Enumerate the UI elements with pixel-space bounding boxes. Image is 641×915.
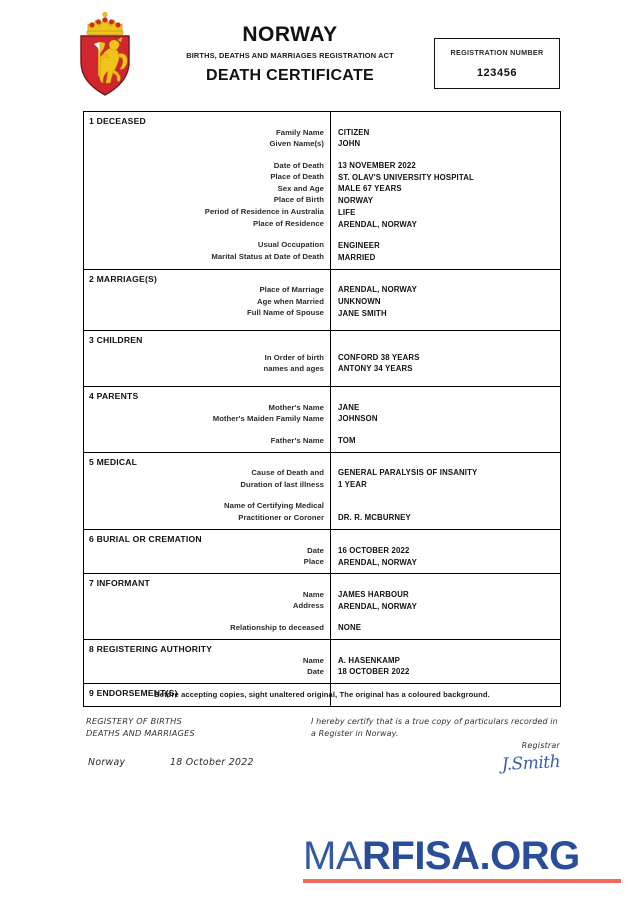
section-children-labels [84,331,331,386]
value-mothers-maiden-name: JOHNSON [338,414,378,424]
value-family-name: CITIZEN [338,127,370,137]
spacer [338,612,555,622]
value-cause-of-death: GENERAL PARALYSIS OF INSANITY [338,468,478,478]
issue-date: 18 October 2022 [170,757,254,768]
label-date-of-death: Date of Death [273,160,324,170]
label-marital-status: Marital Status at Date of Death [211,251,324,261]
copy-notice: Before accepting copies, sight unaltered original, The original has a coloured background. [154,690,490,699]
issue-place: Norway [88,757,126,768]
value-place-of-death: ST. OLAV'S UNIVERSITY HOSPITAL [338,172,474,182]
label-cause-of-death: Cause of Death and [251,468,324,478]
section-parents-values [331,387,560,452]
label-burial-date: Date [307,545,324,555]
section-burial-title: 6 BURIAL OR CREMATION [89,534,202,545]
registration-number-value: 123456 [476,67,518,79]
section-deceased-title: 1 DECEASED [89,116,146,126]
value-burial-date: 16 OCTOBER 2022 [338,545,410,555]
label-practitioner-or-coroner: Practitioner or Coroner [238,512,324,522]
section-informant [84,574,560,640]
registry-name-line1: REGISTERY OF BIRTHS [86,716,182,726]
spacer [89,490,324,500]
label-burial-place: Place [303,557,324,567]
section-authority-title: 8 REGISTERING AUTHORITY [89,644,213,654]
label-mothers-maiden-name: Mother's Maiden Family Name [212,414,324,424]
value-child-2: ANTONY 34 YEARS [338,364,413,374]
label-authority-name: Name [302,655,324,665]
section-children [84,331,560,387]
section-medical-title: 5 MEDICAL [89,456,138,467]
value-sex-and-age: MALE 67 YEARS [338,184,402,194]
section-burial-labels [84,530,331,573]
label-period-of-residence: Period of Residence in Australia [204,207,324,217]
document-type-title: DEATH CERTIFICATE [205,67,375,85]
label-place-of-marriage: Place of Marriage [259,285,324,295]
section-medical-values [331,453,560,529]
value-marital-status: MARRIED [338,252,376,262]
value-usual-occupation: ENGINEER [338,241,380,251]
registration-number-label: REGISTRATION NUMBER [450,48,544,57]
spacer [338,230,555,240]
document-header [0,0,641,108]
label-place-of-birth: Place of Birth [273,195,324,205]
label-relationship-to-deceased: Relationship to deceased [230,623,324,633]
section-parents-labels [84,387,331,452]
label-fathers-name: Father's Name [270,435,324,445]
value-place-of-birth: NORWAY [338,196,374,206]
certificate-table [83,111,561,707]
value-given-names: JOHN [338,139,361,149]
title-block [160,24,420,85]
spacer [89,150,324,160]
registrar-label: Registrar [521,741,560,750]
label-certifying-medical: Name of Certifying Medical [224,501,324,511]
section-informant-title: 7 INFORMANT [89,578,150,589]
section-parents [84,387,560,453]
section-marriages-title: 2 MARRIAGE(S) [89,273,158,284]
certification-statement: I hereby certify that is a true copy of particulars recorded in a Register in Norway. [311,717,558,738]
section-marriages [84,270,560,331]
registration-act-line: BIRTHS, DEATHS AND MARRIAGES REGISTRATION ACT [186,51,394,61]
section-informant-labels [84,574,331,639]
watermark-underline [303,879,621,883]
value-informant-name: JAMES HARBOUR [338,589,409,599]
value-mothers-name: JANE [338,402,360,412]
label-informant-address: Address [292,601,324,611]
value-practitioner-or-coroner: DR. R. MCBURNEY [338,513,411,523]
value-age-when-married: UNKNOWN [338,297,381,307]
label-family-name: Family Name [276,127,324,137]
spacer [338,150,555,160]
value-place-of-marriage: ARENDAL, NORWAY [338,285,417,295]
section-informant-values [331,574,560,639]
section-endorsements-title: 9 ENDORSEMENT(S) [89,688,178,699]
value-authority-date: 18 OCTOBER 2022 [338,667,410,677]
value-child-1: CONFORD 38 YEARS [338,352,420,362]
country-name: NORWAY [242,23,338,46]
label-usual-occupation: Usual Occupation [257,240,324,250]
spacer [89,319,324,325]
value-authority-name: A. HASENKAMP [338,655,401,665]
label-age-when-married: Age when Married [256,296,324,306]
section-deceased-values [331,112,560,269]
watermark-text [303,836,621,876]
section-deceased-labels [84,112,331,269]
section-burial [84,530,560,574]
value-informant-address: ARENDAL, NORWAY [338,601,417,611]
registry-name [86,715,195,740]
label-full-name-of-spouse: Full Name of Spouse [247,308,324,318]
value-full-name-of-spouse: JANE SMITH [338,308,387,318]
section-medical-labels [84,453,331,529]
spacer [89,375,324,381]
registry-name-line2: DEATHS AND MARRIAGES [86,728,195,739]
label-sex-and-age: Sex and Age [277,183,324,193]
label-mothers-name: Mother's Name [268,402,324,412]
label-children-names-ages: names and ages [263,364,324,374]
label-place-of-death: Place of Death [270,172,324,182]
label-informant-name: Name [302,589,324,599]
section-authority-labels [84,640,331,683]
spacer [338,425,555,435]
section-registering-authority [84,640,560,684]
watermark-text-light: MA [303,834,362,878]
registration-number-box [434,38,560,89]
spacer [89,612,324,622]
section-burial-values [331,530,560,573]
section-marriages-values [331,270,560,330]
spacer [89,229,324,239]
section-authority-values [331,640,560,683]
label-children-order: In Order of birth [264,352,324,362]
value-place-of-residence: ARENDAL, NORWAY [338,219,417,229]
section-deceased [84,112,560,270]
label-given-names: Given Name(s) [269,139,324,149]
label-duration-of-illness: Duration of last illness [240,479,324,489]
value-period-of-residence: LIFE [338,207,356,217]
site-watermark [303,836,621,883]
watermark-text-bold: RFISA.ORG [362,834,580,878]
spacer [89,425,324,435]
section-children-title: 3 CHILDREN [89,334,143,345]
value-burial-place: ARENDAL, NORWAY [338,557,417,567]
section-parents-title: 4 PARENTS [89,390,139,401]
value-certifying-medical-blank [338,501,555,513]
section-children-values [331,331,560,386]
norway-coat-of-arms-icon [74,10,136,98]
registrar-signature: J.Smith [501,752,561,776]
value-duration-of-illness: 1 YEAR [338,480,367,490]
section-medical [84,453,560,530]
label-authority-date: Date [307,667,324,677]
spacer [338,491,555,501]
label-place-of-residence: Place of Residence [253,218,324,228]
value-fathers-name: TOM [338,435,356,445]
value-date-of-death: 13 NOVEMBER 2022 [338,161,416,171]
section-marriages-labels [84,270,331,330]
value-relationship-to-deceased: NONE [338,623,362,633]
